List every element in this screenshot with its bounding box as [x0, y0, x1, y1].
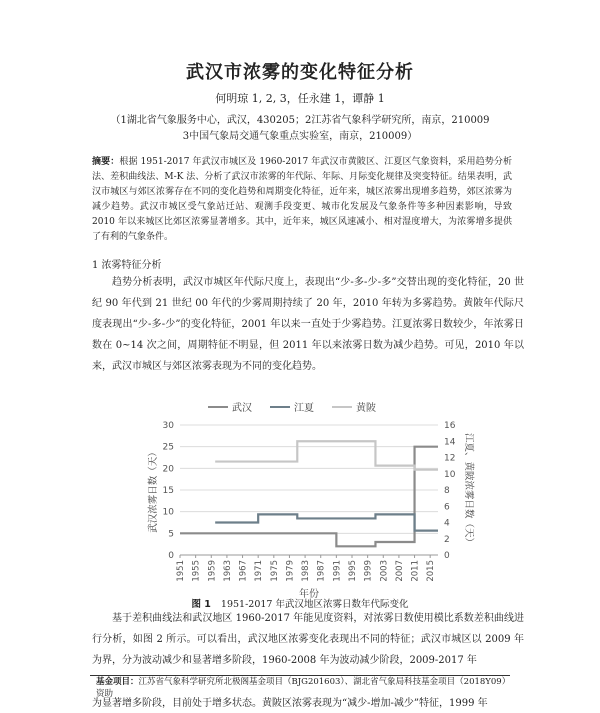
x-tick-label: 1979	[285, 560, 296, 582]
y-tick-label: 30	[162, 421, 174, 431]
x-tick-label: 2003	[379, 560, 390, 582]
y-axis-ticks	[163, 421, 175, 561]
y2-tick-label: 8	[444, 486, 450, 496]
funding-label: 基金项目：	[96, 677, 139, 687]
x-tick-label: 1951	[176, 560, 186, 582]
series-lines	[180, 441, 438, 546]
x-tick-label: 1959	[207, 560, 218, 582]
y-tick-label: 15	[162, 486, 174, 496]
y2-tick-label: 12	[444, 453, 456, 464]
x-tick-label: 1963	[222, 560, 233, 582]
legend-label-wuhan: 武汉	[232, 403, 252, 414]
y-tick-label: 10	[162, 507, 174, 518]
paper-title: 武汉市浓雾的变化特征分析	[186, 62, 414, 83]
affiliation-line-1: （1湖北省气象服务中心，武汉，430205；2江苏省气象科学研究所，南京，210009	[110, 115, 490, 126]
x-tick-label: 1983	[301, 560, 312, 582]
y-tick-label: 0	[168, 551, 174, 561]
fog-days-chart	[120, 395, 480, 600]
x-tick-label: 1999	[363, 560, 374, 582]
series-line-1	[215, 514, 438, 530]
x-tick-label: 1991	[332, 560, 343, 582]
x-tick-label: 1975	[269, 560, 280, 582]
y2-axis-ticks	[444, 421, 456, 561]
abstract-text: 根据 1951-2017 年武汉市城区及 1960-2017 年武汉市黄陂区、江夏区气象资料，采用趋势分析法、差积曲线法、M-K 法、分析了武汉市浓雾的年代际、年际、月际变化规律及突变特征。结果表明，武汉市城区与郊区浓雾存在不同的变化趋势和周期变化特征，近年来，城区浓雾出现增多趋势，郊区浓雾为减少趋势。武汉市城区受气象站迁站、观测手段变更、城市化发展及气象条件等多种因素影响，导致 2010 年以来城区比郊区浓雾显著增多。其中，近年来，城区风速减小、相对湿度增大，为浓雾增多提供了有利的气象条件。	[92, 157, 512, 242]
body-continuation: 为显著增多阶段，目前处于增多状态。黄陂区浓雾表现为“减少-增加-减少”特征，1999 年	[92, 698, 488, 709]
y-tick-label: 20	[162, 464, 174, 475]
grid	[180, 425, 438, 555]
x-tick-label: 2011	[410, 560, 421, 582]
abstract-label: 摘要：	[92, 157, 120, 167]
y2-axis-label: 江夏、黄陂浓雾日数（天）	[463, 432, 474, 548]
x-tick-label: 1971	[254, 560, 265, 582]
figure-caption-label: 图 1	[191, 599, 211, 610]
affiliation-line-2: 3中国气象局交通气象重点实验室，南京，210009）	[182, 131, 418, 142]
y-tick-label: 25	[162, 442, 174, 453]
x-axis-label: 年份	[299, 589, 319, 600]
funding-text: 江苏省气象科学研究所北极阁基金项目（BJG201603）、湖北省气象局科技基金项目（2018Y09）资助	[96, 677, 511, 699]
y2-tick-label: 14	[444, 437, 456, 448]
legend	[208, 401, 376, 414]
y2-tick-label: 16	[444, 421, 456, 431]
author-list: 何明琼 1, 2, 3，任永建 1，谭静 1	[215, 92, 385, 105]
x-tick-label: 1967	[238, 560, 249, 582]
x-tick-label: 1987	[316, 560, 327, 582]
y-tick-label: 5	[168, 529, 174, 540]
section-heading: 1 浓雾特征分析	[92, 260, 162, 271]
y2-tick-label: 6	[444, 502, 450, 513]
y2-tick-label: 4	[444, 518, 450, 529]
x-tick-label: 1995	[348, 560, 358, 582]
legend-label-jiangxia: 江夏	[294, 403, 314, 414]
body-paragraph-2: 基于差积曲线法和武汉地区 1960-2017 年能见度资料，对浓雾日数使用模比系数差积曲线进行分析，如图 2 所示。可以看出，武汉地区浓雾变化表现出不同的特征；武汉市城区以 2009 年为界，分为波动减少和显著增多阶段，1960-2008 年为波动减少阶段，2009-2017 年	[92, 613, 524, 666]
series-line-2	[215, 441, 438, 469]
x-tick-label: 2007	[394, 560, 405, 582]
legend-label-huangpi: 黄陂	[356, 403, 376, 414]
body-paragraph-1: 趋势分析表明，武汉市城区年代际尺度上，表现出“少-多-少-多”交替出现的变化特征，20 世纪 90 年代到 21 世纪 00 年代的少雾周期持续了 20 年，2010 年转为多雾趋势。黄陂年代际尺度表现出“少-多-少”的变化特征，2001 年以来一直处于少雾趋势。江夏浓雾日数较少，年浓雾日数在 0~14 次之间，周期特征不明显，但 2011 年以来浓雾日数为减少趋势。可见，2010 年以来，武汉市城区与郊区浓雾表现为不同的变化趋势。	[92, 277, 524, 372]
x-tick-label: 2015	[426, 560, 437, 582]
y2-tick-label: 2	[444, 534, 450, 545]
y-axis-label: 武汉浓雾日数（天）	[148, 447, 159, 533]
x-tick-label: 1955	[191, 560, 202, 582]
figure-caption-text: 1951-2017 年武汉地区浓雾日数年代际变化	[220, 599, 409, 610]
x-axis-ticks	[176, 555, 436, 582]
abstract	[92, 155, 512, 245]
y2-tick-label: 0	[444, 551, 450, 561]
y2-tick-label: 10	[444, 469, 456, 480]
